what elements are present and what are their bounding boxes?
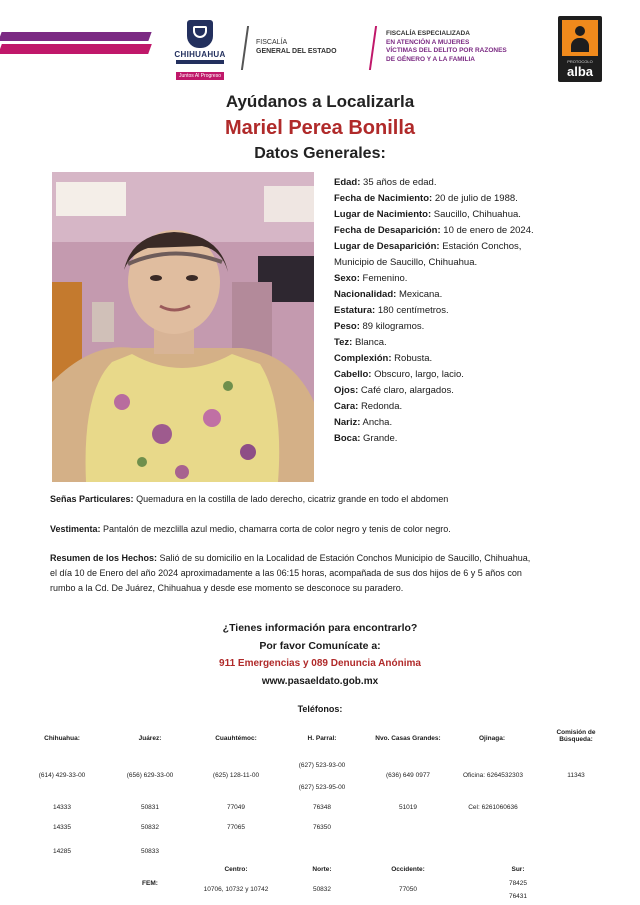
phone-cell: (627) 523-95-00 bbox=[298, 784, 346, 791]
phones-header-casas-grandes: Nvo. Casas Grandes: bbox=[375, 735, 441, 742]
phones-header-parral: H. Parral: bbox=[307, 735, 337, 742]
shield-icon bbox=[187, 20, 213, 48]
fem-label: FEM: bbox=[142, 880, 158, 887]
general-data-value: 10 de enero de 2024. bbox=[443, 225, 534, 236]
phone-cell: 50832 bbox=[312, 886, 332, 893]
fiscalia-general-text: FISCALÍA GENERAL DEL ESTADO bbox=[256, 39, 337, 55]
phone-cell: 14285 bbox=[52, 848, 72, 855]
phone-cell: 50833 bbox=[140, 848, 160, 855]
general-data-row bbox=[334, 367, 624, 383]
fem-header-centro: Centro: bbox=[224, 866, 248, 873]
phone-cell: (614) 429-33-00 bbox=[38, 772, 86, 779]
general-data-value: Redonda. bbox=[360, 401, 403, 412]
general-data-label: Complexión: bbox=[334, 353, 392, 364]
resumen-hechos: Resumen de los Hechos: Salió de su domicilio en la Localidad de Estación Conchos Municipio de Saucillo, Chihuahua, el día 10 de Enero del año 2024 aproximadamente a las 06:15 horas, acompañada de sus dos hijos de 6 y 5 años con rumbo a la Cd. De Juárez, Chihuahua y desde ese momento se desconoce su paradero. bbox=[50, 553, 531, 593]
senas-particulares: Señas Particulares: Quemadura en la costilla de lado derecho, cicatriz grande en todo el abdomen bbox=[50, 494, 449, 504]
phones-header-chihuahua: Chihuahua: bbox=[44, 735, 80, 742]
phone-cell: Oficina: 6264532303 bbox=[463, 772, 523, 779]
general-data-row bbox=[334, 287, 624, 303]
general-data-value: Estación Conchos, bbox=[442, 241, 522, 252]
emergency-numbers: 911 Emergencias y 089 Denuncia Anónima bbox=[219, 658, 421, 669]
general-data-row bbox=[334, 415, 624, 431]
phone-cell: (625) 128-11-00 bbox=[212, 772, 260, 779]
contact-question: ¿Tienes información para encontrarlo? bbox=[222, 622, 418, 634]
phone-cell: (656) 629-33-00 bbox=[126, 772, 174, 779]
general-data-label: Cabello: bbox=[334, 369, 372, 380]
fem-header-sur: Sur: bbox=[511, 866, 525, 873]
general-data-label: Lugar de Nacimiento: bbox=[334, 209, 432, 220]
general-data-label: Boca: bbox=[334, 433, 361, 444]
general-data-row bbox=[334, 399, 624, 415]
general-data-value: Robusta. bbox=[394, 353, 433, 364]
general-data-label: Estatura: bbox=[334, 305, 376, 316]
phone-cell: 76431 bbox=[508, 893, 528, 900]
chihuahua-logo bbox=[168, 20, 232, 82]
general-data-label: Nacionalidad: bbox=[334, 289, 397, 300]
phone-cell: 51019 bbox=[398, 804, 418, 811]
general-data-value: Saucillo, Chihuahua. bbox=[433, 209, 521, 220]
section-title: Datos Generales: bbox=[254, 145, 386, 162]
phone-cell: 50831 bbox=[140, 804, 160, 811]
general-data-row bbox=[334, 319, 624, 335]
general-data-label: Fecha de Desaparición: bbox=[334, 225, 441, 236]
poster-title: Ayúdanos a Localizarla bbox=[225, 92, 415, 111]
general-data-value: Mexicana. bbox=[398, 289, 443, 300]
general-data-label: Peso: bbox=[334, 321, 360, 332]
phone-cell: 76350 bbox=[312, 824, 332, 831]
phones-header-ojinaga: Ojinaga: bbox=[478, 735, 505, 742]
general-data-value: Femenino. bbox=[362, 273, 408, 284]
phone-cell: 77049 bbox=[226, 804, 246, 811]
phone-cell: 77065 bbox=[226, 824, 246, 831]
general-data-row bbox=[334, 303, 624, 319]
general-data-value: 20 de julio de 1988. bbox=[434, 193, 518, 204]
phones-title: Teléfonos: bbox=[297, 704, 343, 714]
header-stripe bbox=[0, 32, 156, 58]
general-data-value: 180 centímetros. bbox=[377, 305, 449, 316]
phones-header-cuauhtemoc: Cuauhtémoc: bbox=[215, 735, 257, 742]
general-data-label: Sexo: bbox=[334, 273, 360, 284]
general-data-value: 35 años de edad. bbox=[363, 177, 437, 188]
person-photo bbox=[52, 172, 314, 482]
chihuahua-logo-tag: Juntos Al Progreso bbox=[176, 72, 224, 80]
general-data-row bbox=[334, 175, 624, 191]
general-data-row bbox=[334, 207, 624, 223]
phone-cell: 10706, 10732 y 10742 bbox=[203, 886, 269, 893]
phone-cell: (627) 523-93-00 bbox=[298, 762, 346, 769]
general-data-label: Lugar de Desaparición: bbox=[334, 241, 440, 252]
general-data-value: Obscuro, largo, lacio. bbox=[374, 369, 464, 380]
chihuahua-logo-text: CHIHUAHUA bbox=[174, 50, 226, 59]
general-data-value: Café claro, alargados. bbox=[360, 385, 454, 396]
general-data-label: Edad: bbox=[334, 177, 361, 188]
general-data-row bbox=[334, 271, 624, 287]
general-data-row bbox=[334, 239, 624, 255]
general-data-value: Municipio de Saucillo, Chihuahua. bbox=[334, 257, 478, 268]
phone-cell: 11343 bbox=[567, 772, 585, 779]
general-data-label: Cara: bbox=[334, 401, 359, 412]
general-data-row bbox=[334, 191, 624, 207]
person-icon bbox=[562, 20, 598, 56]
contact-call: Por favor Comunícate a: bbox=[259, 640, 381, 652]
general-data-list bbox=[334, 175, 624, 447]
fem-header-norte: Norte: bbox=[312, 866, 332, 873]
general-data-row bbox=[334, 223, 624, 239]
general-data-row bbox=[334, 431, 624, 447]
header-divider bbox=[369, 26, 377, 70]
general-data-row bbox=[334, 335, 624, 351]
general-data-value: 89 kilogramos. bbox=[362, 321, 425, 332]
general-data-row bbox=[334, 351, 624, 367]
general-data-value: Blanca. bbox=[354, 337, 387, 348]
website-link[interactable]: www.pasaeldato.gob.mx bbox=[261, 676, 379, 687]
phone-cell: 77050 bbox=[398, 886, 418, 893]
general-data-row bbox=[334, 255, 624, 271]
vestimenta: Vestimenta: Pantalón de mezclilla azul medio, chamarra corta de color negro y tenis de color negro. bbox=[50, 524, 451, 534]
fem-header-occidente: Occidente: bbox=[391, 866, 425, 873]
general-data-label: Ojos: bbox=[334, 385, 359, 396]
general-data-row bbox=[334, 383, 624, 399]
general-data-label: Fecha de Nacimiento: bbox=[334, 193, 433, 204]
general-data-value: Ancha. bbox=[362, 417, 393, 428]
phones-header-juarez: Juárez: bbox=[138, 735, 162, 742]
general-data-value: Grande. bbox=[363, 433, 398, 444]
phones-header-busqueda: Comisión de Búsqueda: bbox=[556, 729, 596, 743]
general-data-label: Tez: bbox=[334, 337, 353, 348]
phone-cell: Cel: 6261060636 bbox=[468, 804, 518, 811]
phone-cell: 50832 bbox=[140, 824, 160, 831]
alba-logo: PROTOCOLO alba bbox=[558, 16, 602, 82]
person-name: Mariel Perea Bonilla bbox=[224, 117, 416, 139]
phone-cell: (636) 649 0977 bbox=[385, 772, 431, 779]
phone-cell: 76348 bbox=[312, 804, 332, 811]
phone-cell: 14333 bbox=[52, 804, 72, 811]
fiscalia-mujer-text: FISCALÍA ESPECIALIZADA EN ATENCIÓN A MUJERES VÍCTIMAS DEL DELITO POR RAZONES DE GÉNERO Y A LA FAMILIA bbox=[386, 30, 507, 63]
phone-cell: 14335 bbox=[52, 824, 72, 831]
header-divider bbox=[241, 26, 249, 70]
phone-cell: 78425 bbox=[508, 880, 528, 887]
general-data-label: Nariz: bbox=[334, 417, 361, 428]
